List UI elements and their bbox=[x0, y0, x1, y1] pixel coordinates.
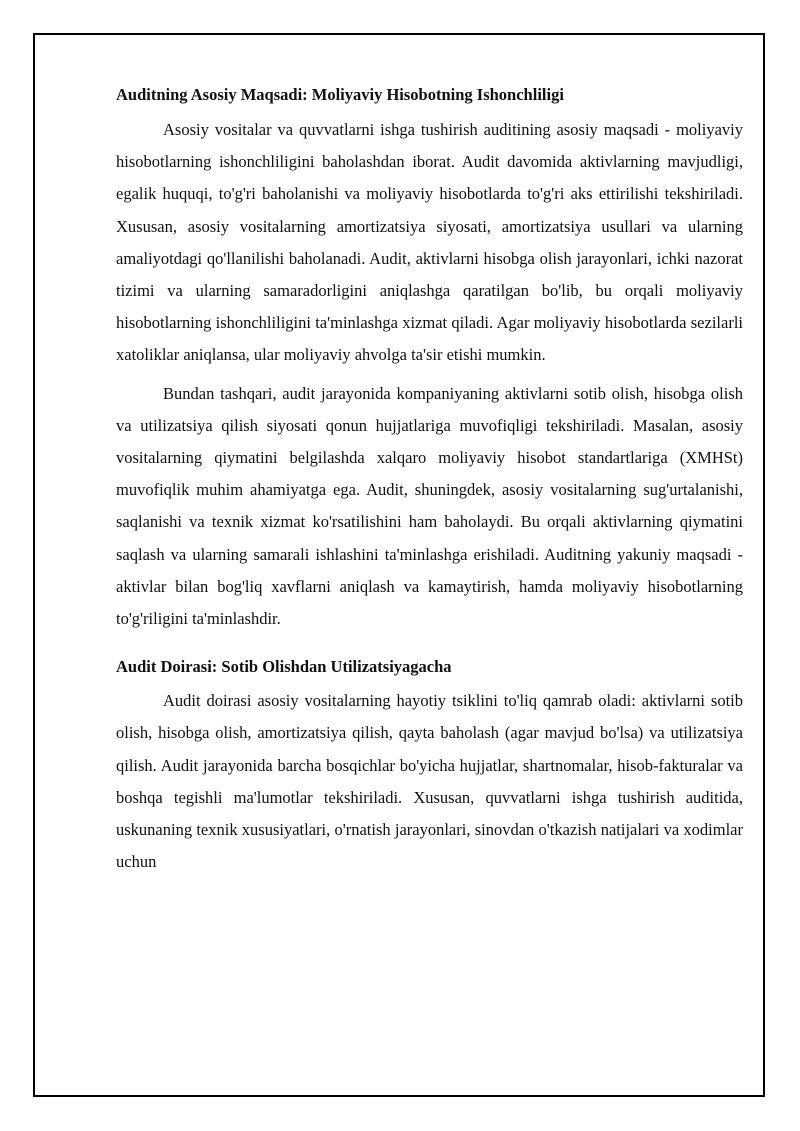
paragraph-audit-purpose-1: Asosiy vositalar va quvvatlarni ishga tushirish auditining asosiy maqsadi - moliyaviy hisobotlarning ishonchliligini baholashdan iborat. Audit davomida aktivlarning mavjudligi, egalik huquqi, to'g'ri baholanishi va moliyaviy hisobotlarda to'g'ri aks ettirilishi tekshiriladi. Xususan, asosiy vositalarning amortizatsiya siyosati, amortizatsiya usullari va ularning amaliyotdagi qo'llanilishi baholanadi. Audit, aktivlarni hisobga olish jarayonlari, ichki nazorat tizimi va ularning samaradorligini aniqlashga qaratilgan bo'lib, bu orqali moliyaviy hisobotlarning ishonchliligini ta'minlashga xizmat qiladi. Agar moliyaviy hisobotlarda sezilarli xatoliklar aniqlansa, ular moliyaviy ahvolga ta'sir etishi mumkin. bbox=[116, 120, 743, 365]
section-heading-audit-purpose: Auditning Asosiy Maqsadi: Moliyaviy Hisobotning Ishonchliligi bbox=[116, 85, 564, 104]
paragraph-audit-scope-1: Audit doirasi asosiy vositalarning hayotiy tsiklini to'liq qamrab oladi: aktivlarni sotib olish, hisobga olish, amortizatsiya qilish, qayta baholash (agar mavjud bo'lsa) va utilizatsiya qilish. Audit jarayonida barcha bosqichlar bo'yicha hujjatlar, shartnomalar, hisob-fakturalar va boshqa tegishli ma'lumotlar tekshiriladi. Xususan, quvvatlarni ishga tushirish auditida, uskunaning texnik xususiyatlari, o'rnatish jarayonlari, sinovdan o'tkazish natijalari va xodimlar uchun bbox=[116, 691, 743, 872]
paragraph-audit-purpose-2: Bundan tashqari, audit jarayonida kompaniyaning aktivlarni sotib olish, hisobga olish va utilizatsiya qilish siyosati qonun hujjatlariga muvofiqligi tekshiriladi. Masalan, asosiy vositalarning qiymatini belgilashda xalqaro moliyaviy hisobot standartlariga (XMHSt) muvofiqlik muhim ahamiyatga ega. Audit, shuningdek, asosiy vositalarning sug'urtalanishi, saqlanishi va texnik xizmat ko'rsatilishini ham baholaydi. Bu orqali aktivlarning qiymatini saqlash va ularning samarali ishlashini ta'minlashga erishiladi. Auditning yakuniy maqsadi - aktivlar bilan bog'liq xavflarni aniqlash va kamaytirish, hamda moliyaviy hisobotlarning to'g'riligini ta'minlashdir. bbox=[116, 383, 743, 629]
section-heading-audit-scope: Audit Doirasi: Sotib Olishdan Utilizatsiyagacha bbox=[116, 657, 452, 677]
document-body bbox=[116, 83, 743, 878]
